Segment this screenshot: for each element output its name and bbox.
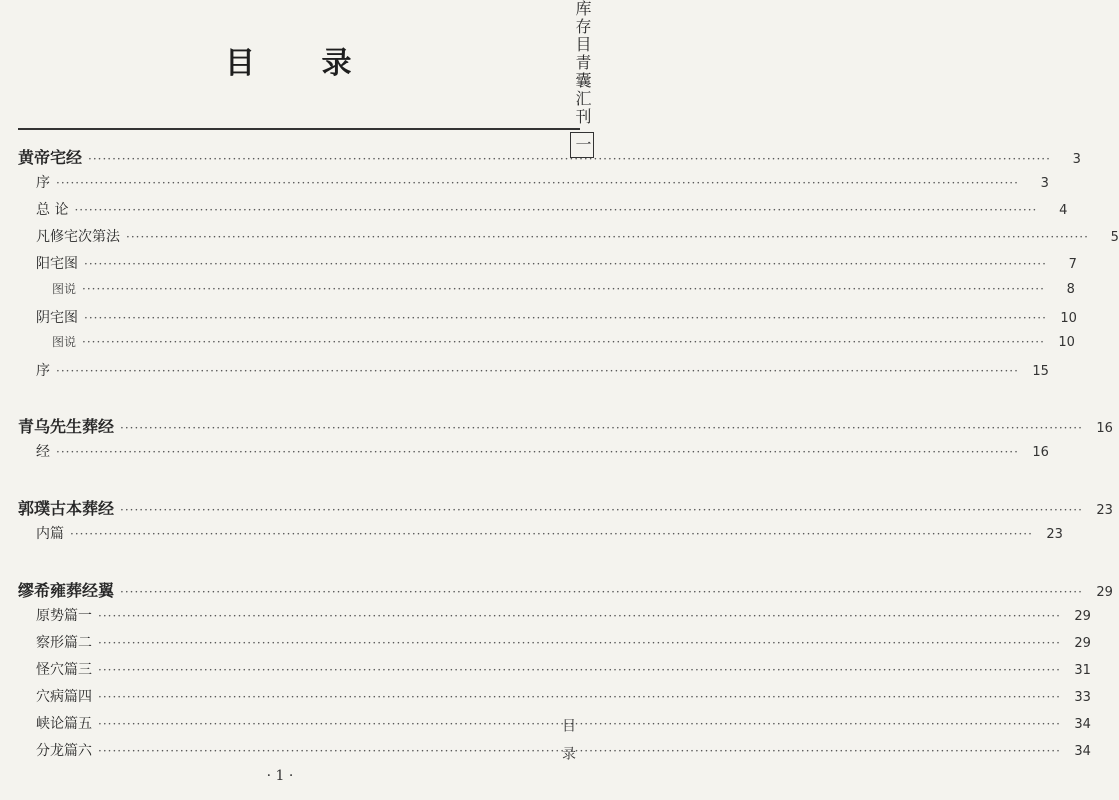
toc-page: 15 xyxy=(1032,364,1049,379)
toc-leader: ········································································································································································································ xyxy=(120,421,1083,435)
toc-page: 3 xyxy=(1040,176,1049,191)
toc-page: 8 xyxy=(1066,282,1075,297)
toc-leader: ········································································································································································································ xyxy=(88,152,1051,166)
toc-leader: ········································································································································································································ xyxy=(82,282,1045,296)
toc-entry xyxy=(18,578,1113,601)
toc-page: 29 xyxy=(1074,609,1091,624)
toc-page: 3 xyxy=(1072,152,1081,167)
toc-label: 郭璞古本葬经 xyxy=(18,499,115,518)
toc-page: 16 xyxy=(1032,445,1049,460)
toc-label: 总 论 xyxy=(36,202,69,218)
toc-entry xyxy=(36,441,1049,461)
toc-label: 阴宅图 xyxy=(36,310,78,326)
toc-label: 经 xyxy=(36,444,50,460)
toc-page: 23 xyxy=(1046,527,1063,542)
toc-leader: ········································································································································································································ xyxy=(126,230,1089,244)
toc-label: 怪穴篇三 xyxy=(36,662,92,678)
toc-entry xyxy=(36,713,1091,733)
side-mark: 目录 xyxy=(560,718,576,774)
toc-page: 33 xyxy=(1074,690,1091,705)
toc-entry xyxy=(36,740,1091,760)
toc-label: 原势篇一 xyxy=(36,608,92,624)
toc-label: 穴病篇四 xyxy=(36,689,92,705)
toc-label: 察形篇二 xyxy=(36,635,92,651)
toc-label: 序 xyxy=(36,363,50,379)
toc-leader: ········································································································································································································ xyxy=(56,364,1019,378)
toc-leader: ········································································································································································································ xyxy=(120,503,1083,517)
toc-entry xyxy=(18,496,1113,519)
toc-page: 31 xyxy=(1074,663,1091,678)
toc-entry xyxy=(36,605,1091,625)
page-number: · 1 · xyxy=(266,768,294,784)
toc-leader: ········································································································································································································ xyxy=(56,445,1019,459)
toc-leader: ········································································································································································································ xyxy=(98,717,1061,731)
toc-entry xyxy=(36,307,1077,327)
toc-label: 黄帝宅经 xyxy=(18,148,83,167)
toc-page: 23 xyxy=(1096,503,1113,518)
toc-page: 29 xyxy=(1096,585,1113,600)
toc-label: 青乌先生葬经 xyxy=(18,417,115,436)
toc-entry xyxy=(36,226,1119,246)
toc-entry xyxy=(36,360,1049,380)
toc-leader: ········································································································································································································ xyxy=(74,203,1038,217)
toc-entry xyxy=(36,632,1091,652)
volume-box: 一 xyxy=(570,132,594,158)
toc-leader: ········································································································································································································ xyxy=(98,636,1061,650)
toc-page: 34 xyxy=(1074,744,1091,759)
toc-leader: ········································································································································································································ xyxy=(84,311,1047,325)
toc-label: 图说 xyxy=(52,335,77,349)
toc-leader: ········································································································································································································ xyxy=(98,690,1061,704)
toc-entry xyxy=(36,659,1091,679)
toc-leader: ········································································································································································································ xyxy=(98,609,1061,623)
toc-leader: ········································································································································································································ xyxy=(98,744,1061,758)
toc-page: 4 xyxy=(1059,203,1068,218)
toc-page: 29 xyxy=(1074,636,1091,651)
toc-entry xyxy=(36,172,1049,192)
toc-entry xyxy=(36,199,1068,219)
toc-page: 10 xyxy=(1058,335,1075,350)
toc-page: 16 xyxy=(1096,421,1113,436)
toc-label: 阳宅图 xyxy=(36,256,78,272)
toc-leader: ········································································································································································································ xyxy=(120,585,1083,599)
toc-entry xyxy=(36,523,1063,543)
toc-label: 序 xyxy=(36,175,50,191)
toc-label: 凡修宅次第法 xyxy=(36,229,120,245)
toc-entry xyxy=(36,253,1077,273)
toc-entry xyxy=(52,333,1075,350)
toc-page: 7 xyxy=(1068,257,1077,272)
toc-page: 10 xyxy=(1060,311,1077,326)
toc-label: 内篇 xyxy=(36,526,64,542)
toc-entry xyxy=(18,414,1113,437)
toc-entry xyxy=(36,686,1091,706)
toc-label: 分龙篇六 xyxy=(36,743,92,759)
toc-label: 图说 xyxy=(52,282,77,296)
toc-entry xyxy=(52,280,1075,297)
toc-entry xyxy=(18,145,1081,168)
toc-page: 34 xyxy=(1074,717,1091,732)
toc-leader: ········································································································································································································ xyxy=(98,663,1061,677)
toc-leader: ········································································································································································································ xyxy=(82,335,1045,349)
toc-label: 峡论篇五 xyxy=(36,716,92,732)
page-title: 目 录 xyxy=(225,46,380,81)
toc-leader: ········································································································································································································ xyxy=(70,527,1033,541)
series-title: 库存目青囊汇刊 xyxy=(573,0,592,126)
toc-leader: ········································································································································································································ xyxy=(56,176,1019,190)
toc-label: 缪希雍葬经翼 xyxy=(18,581,115,600)
toc-leader: ········································································································································································································ xyxy=(84,257,1047,271)
toc-page: 5 xyxy=(1110,230,1119,245)
